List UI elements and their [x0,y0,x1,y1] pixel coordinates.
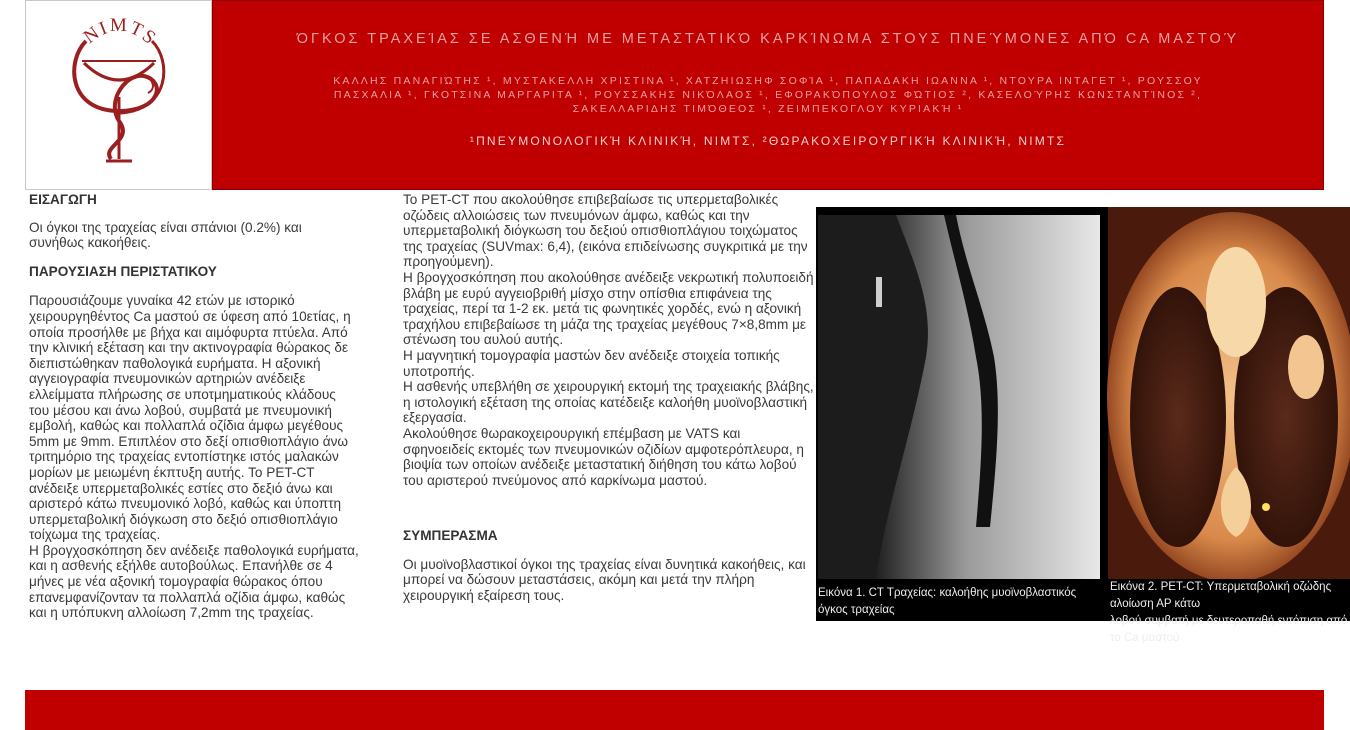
case-text-2: Η βρογχοσκόπηση δεν ανέδειξε παθολογικά ευρήματα, και η ασθενής εξήλθε αυτοβούλως. Επανήλθε σε 4 μήνες με νέα αξονική τομογραφία θώρακος όπου επανεμφανίζονταν τα πολλαπλά οζίδια άμφω, καθώς και η υπόπυκνη αλλοίωση 7,2mm της τραχείας. [29,542,359,621]
authors-line-1: ΚΑΛΛΗΣ ΠΑΝΑΓΙΏΤΗΣ ¹, ΜΥΣΤΑΚΕΛΛΗ ΧΡΙΣΤΙΝΑ ¹, ΧΑΤΖΗΙΩΣΗΦ ΣΟΦΊΑ ¹, ΠΑΠΑΔΑΚΗ ΙΩΑΝΝΑ ¹, ΝΤΟΥΡΑ ΙΝΤΑΓΕΤ ¹, ΡΟΥΣΣΟΥ [333,75,1203,87]
middle-text-3: Η μαγνητική τομογραφία μαστών δεν ανέδειξε στοιχεία τοπικής υποτροπής. [403,347,780,379]
ct-image [818,215,1100,621]
middle-text-5: Ακολούθησε θωρακοχειρουργική επέμβαση με VATS και σφηνοειδείς εκτομές των πνευμονικών οζιδίων αμφοτερόπλευρα, η βιοψία των οποίων ανέδειξε μεταστατική διήθηση του κάτω λοβού του αριστερού πνεύμονος από καρκίνωμα μαστού. [403,425,804,488]
middle-text-1: Το PET-CT που ακολούθησε επιβεβαίωσε τις υπερμεταβολικές οζώδεις αλλοιώσεις των πνευμόνων άμφω, καθώς και την υπερμεταβολική διόγκωση του δεξιού οπισθιοπλάγιου τοιχώματος της τραχείας (SUVmax: 6,4), (εικόνα επιδείνωσης συγκριτικά με την προηγούμενη). [403,192,808,270]
case-text-1: Παρουσιάζουμε γυναίκα 42 ετών με ιστορικό χειρουργηθέντος Ca μαστού σε ύφεση από 10ετίας, η οποία προσήλθε με βήχα και αιμόφυρτα πτύελα. Από την κλινική εξέταση και την ακτινογραφία θώρακος δε διεπιστώθηκαν παθολογικά ευρήματα. Η αξονική αγγειογραφία πνευμονικών αρτηριών ανέδειξε ελλείμματα πλήρωσης σε υποτμηματικούς κλάδους του μέσου και άνω λοβού, συμβατά με πνευμονική εμβολή, καθώς και πολλαπλά οζίδια άμφω μεγέθους 5mm με 9mm. Επιπλέον στο δεξί οπισθιοπλάγιο άνω τριτημόριο της τραχείας εντοπίστηκε ιστός μαλακών μορίων με μειωμένη έκπτυξη αυτής. Το PET-CT ανέδειξε υπερμεταβολικές εστίες στο δεξιό άνω και αριστερό κάτω πνευμονικό λοβό, καθώς και ύποπτη υπερμεταβολική διόγκωση στο δεξιό οπισθιοπλάγιο τοίχωμα της τραχείας. [29,293,351,543]
pet-ct-image [1107,207,1350,621]
figure-2-caption-line-1: Εικόνα 2. PET-CT: Υπερμεταβολική οζώδης αλοίωση ΑΡ κάτω [1110,581,1332,610]
svg-text:NIMTS [80,15,161,50]
nimts-logo [26,1,211,189]
authors-line-3: ΣΑΚΕΛΛΑΡΙΔΗΣ ΤΙΜΌΘΕΟΣ ¹, ΖΕΙΜΠΕΚΟΓΛΟΥ ΚΥΡΙΑΚΉ ¹ [572,103,964,115]
affiliations: ¹ΠΝΕΥΜΟΝΟΛΟΓΙΚΉ ΚΛΙΝΙΚΉ, ΝΙΜΤΣ, ²ΘΩΡΑΚΟΧΕΙΡΟΥΡΓΙΚΉ ΚΛΙΝΙΚΉ, ΝΙΜΤΣ [469,134,1067,148]
figure-1-caption: Εικόνα 1. CT Τραχείας: καλοήθης μυοϊνοβλαστικός όγκος τραχείας [818,587,1077,616]
header-band [212,0,1324,190]
authors-line-2: ΠΑΣΧΑΛΙΑ ¹, ΓΚΟΤΣΙΝΑ ΜΑΡΓΑΡΙΤΑ ¹, ΡΟΥΣΣΑΚΗΣ ΝΙΚΌΛΑΟΣ ¹, ΕΦΟΡΑΚΌΠΟΥΛΟΣ ΦΏΤΙΟΣ ², ΚΑΣΕΛΟΎΡΗΣ ΚΩΝΣΤΑΝΤΊΝΟΣ ², [333,89,1203,101]
case-heading: ΠΑΡΟΥΣΙΑΣΗ ΠΕΡΙΣΤΑΤΙΚΟΥ [29,263,217,279]
figure-2-caption [1110,579,1350,647]
figure-strip [816,207,1350,644]
left-column [29,192,359,621]
middle-text-4: Η ασθενής υπεβλήθη σε χειρουργική εκτομή της τραχειακής βλάβης, η ιστολογική εξέταση της οποίας κατέδειξε καλοήθη μυοϊνοβλαστική εξεργασία. [403,379,814,426]
middle-column [403,192,815,604]
middle-text-2: Η βρογχοσκόπηση που ακολούθησε ανέδειξε νεκρωτική πολυποειδή βλάβη με ευρύ αγγειοβριθή μίσχο στην οπίσθια επιφάνεια της τραχείας, περί τα 1-2 εκ. μετά τις φωνητικές χορδές, ενώ η αξονική τραχήλου επιβεβαίωσε τη μάζα της τραχείας μεγέθους 7×8,8mm με στένωση του αυλού αυτής. [403,269,814,348]
intro-heading: ΕΙΣΑΓΩΓΗ [29,192,97,207]
logo-box [25,0,212,190]
conclusion-text: Οι μυοϊνοβλαστικοί όγκοι της τραχείας είναι δυνητικά κακοήθεις, και μπορεί να δώσουν μεταστάσεις, ακόμη και μετά την πλήρη χειρουργική εξαίρεση τους. [403,556,806,604]
authors [253,74,1283,116]
footer-band [25,690,1324,730]
figure-2-caption-line-2: λοβού συμβατή με δευτεροπαθή εντόπιση από το Ca μαστού [1110,615,1348,644]
logo-text: NIMTS [79,14,161,50]
intro-text: Οι όγκοι της τραχείας είναι σπάνιοι (0.2%) και συνήθως κακοήθεις. [29,219,302,251]
poster-title: ΌΓΚΟΣ ΤΡΑΧΕΊΑΣ ΣΕ ΑΣΘΕΝΉ ΜΕ ΜΕΤΑΣΤΑΤΙΚΌ ΚΑΡΚΊΝΩΜΑ ΣΤΟΥΣ ΠΝΕΎΜΟΝΕΣ ΑΠΌ CA ΜΑΣΤΟΎ [296,31,1240,47]
medical-images [816,207,1350,621]
conclusion-heading: ΣΥΜΠΕΡΑΣΜΑ [403,528,498,544]
